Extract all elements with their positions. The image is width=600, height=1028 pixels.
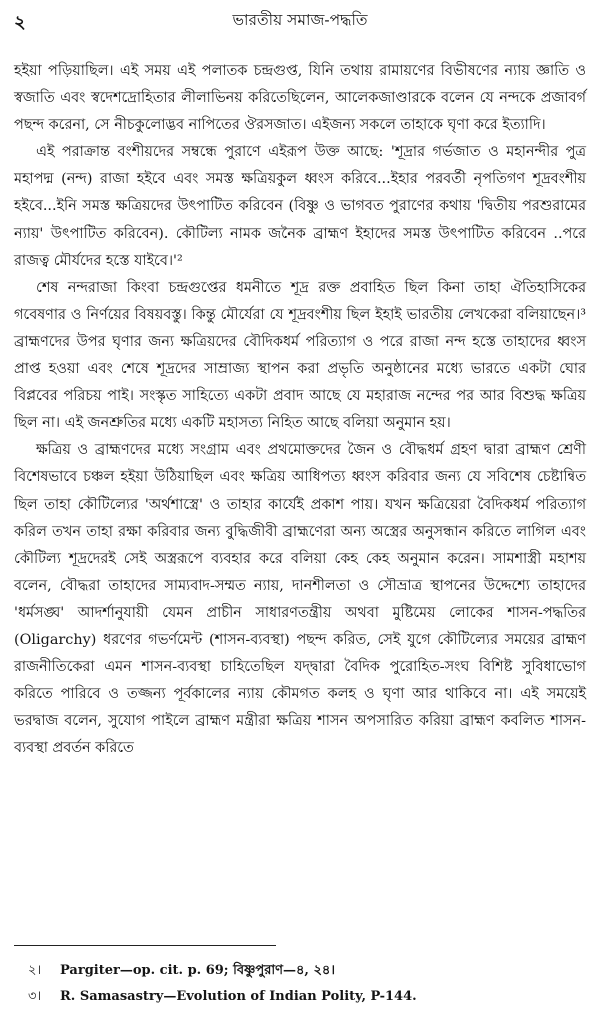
- body-text: [14, 58, 586, 762]
- footnote-divider: [14, 945, 276, 946]
- running-title: ভারতীয় সমাজ-পদ্ধতি: [232, 11, 368, 29]
- footnote-number: ২।: [28, 963, 42, 978]
- footnote-text: Pargiter—op. cit. p. 69; বিষ্ণুপুরাণ—৪, ২৪।: [60, 963, 336, 978]
- paragraph: এই পরাক্রান্ত বংশীয়দের সম্বন্ধে পুরাণে এইরূপ উক্ত আছে: 'শূদ্রার গর্ভজাত ও মহানন্দীর পুত্র মহাপদ্ম (নন্দ) রাজা হইবে এবং সমস্ত ক্ষত্রিয়কুল ধ্বংস করিবে...ইহার পরবর্তী নৃপতিগণ শূদ্রবংশীয় হইবে...ইনি সমস্ত ক্ষত্রিয়দের উৎপাটিত করিবেন (বিষ্ণু ও ভাগবত পুরাণের কথায় 'দ্বিতীয় পরশুরামের ন্যায়' উৎপাটিত করিবেন). কৌটিল্য নামক জনৈক ব্রাহ্মণ ইহাদের সমস্ত উৎপাটিত করিবেন ..পরে রাজত্ব মৌর্যদের হস্তে যাইবে।'²: [14, 144, 586, 269]
- footnote-text: R. Samasastry—Evolution of Indian Polity, P-144.: [60, 989, 417, 1004]
- footnotes: [28, 958, 586, 1010]
- footnote-number: ৩।: [28, 989, 42, 1004]
- footnote: [28, 984, 586, 1010]
- paragraph: হইয়া পড়িয়াছিল। এই সময় এই পলাতক চন্দ্রগুপ্ত, যিনি তথায় রামায়ণের বিভীষণের ন্যায় জ্ঞাতি ও স্বজাতি এবং স্বদেশদ্রোহিতার লীলাভিনয় করিতেছিলেন, আলেকজাণ্ডারকে বলেন যে নন্দকে প্রজাবর্গ পছন্দ করেনা, সে নীচকুলোদ্ভব নাপিতের ঔরসজাত। এইজন্য সকলে তাহাকে ঘৃণা করে ইত্যাদি।: [14, 63, 586, 134]
- paragraph: শেষ নন্দরাজা কিংবা চন্দ্রগুপ্তের ধমনীতে শূদ্র রক্ত প্রবাহিত ছিল কিনা তাহা ঐতিহাসিকের গবেষণার ও নির্ণয়ের বিষয়বস্তু। কিন্তু মৌর্যেরা যে শূদ্রবংশীয় ছিল ইহাই ভারতীয় লেখকেরা বলিয়াছেন।³ ব্রাহ্মণদের উপর ঘৃণার জন্য ক্ষত্রিয়দের বৌদিকধর্ম পরিত্যাগ ও পরে রাজা নন্দ হস্তে তাহাদের ধ্বংস প্রাপ্ত হওয়া এবং শেষে শূদ্রদের সাম্রাজ্য স্থাপন করা প্রভৃতি অনুষ্ঠানের মধ্যে ভারতে একটা ঘোর বিপ্লবের পরিচয় পাই। সংস্কৃত সাহিত্যে একটা প্রবাদ আছে যে মহারাজ নন্দের পর আর বিশুদ্ধ ক্ষত্রিয় ছিল না। এই জনশ্রুতির মধ্যে একটি মহাসত্য নিহিত আছে বলিয়া অনুমান হয়।: [14, 279, 586, 432]
- page-header: [14, 6, 586, 36]
- footnote: [28, 958, 586, 984]
- page-number: ২: [14, 12, 26, 33]
- paragraph: ক্ষত্রিয় ও ব্রাহ্মণদের মধ্যে সংগ্রাম এবং প্রথমোক্তদের জৈন ও বৌদ্ধধর্ম গ্রহণ দ্বারা ব্রাহ্মণ শ্রেণী বিশেষভাবে চঞ্চল হইয়া উঠিয়াছিল এবং ক্ষত্রিয় আধিপত্য ধ্বংস করিবার জন্য যে সবিশেষ চেষ্টান্বিত ছিল তাহা কৌটিল্যের 'অর্থশাস্ত্রে' ও তাহার কার্যেই প্রকাশ পায়। যখন ক্ষত্রিয়েরা বৈদিকধর্ম পরিত্যাগ করিল তখন তাহা রক্ষা করিবার জন্য বুদ্ধিজীবী ব্রাহ্মণেরা অন্য অস্ত্রের অনুসন্ধান করিতে লাগিল এবং কৌটিল্য শূদ্রদেরই সেই অস্ত্ররূপে ব্যবহার করে বলিয়া কেহ কেহ অনুমান করেন। সামশাস্ত্রী মহাশয় বলেন, বৌদ্ধরা তাহাদের সাম্যবাদ-সম্মত ন্যায়, দানশীলতা ও সৌভ্রাত্র স্থাপনের উদ্দেশ্যে তাহাদের 'ধর্মসঙ্ঘ' আদর্শানুযায়ী যেমন প্রাচীন সাধারণতন্ত্রীয় অথবা মুষ্টিমেয় লোকের শাসন-পদ্ধতির (Oligarchy) ধরণের গভর্ণমেন্ট (শাসন-ব্যবস্থা) পছন্দ করিত, সেই যুগে কৌটিল্যের সময়ের ব্রাহ্মণ রাজনীতিকেরা এমন শাসন-ব্যবস্থা চাহিতেছিল যদ্দ্বারা বৈদিক পুরোহিত-সংঘ বিশিষ্ট সুবিধাভোগ করিতে পারিবে ও তজ্জন্য পূর্বকালের ন্যায় কৌমগত কলহ ও ঘৃণা আর থাকিবে না। এই সময়েই ভরদ্বাজ বলেন, সুযোগ পাইলে ব্রাহ্মণ মন্ত্রীরা ক্ষত্রিয় শাসন অপসারিত করিয়া ব্রাহ্মণ কবলিত শাসন-ব্যবস্থা প্রবর্তন করিতে: [14, 442, 586, 757]
